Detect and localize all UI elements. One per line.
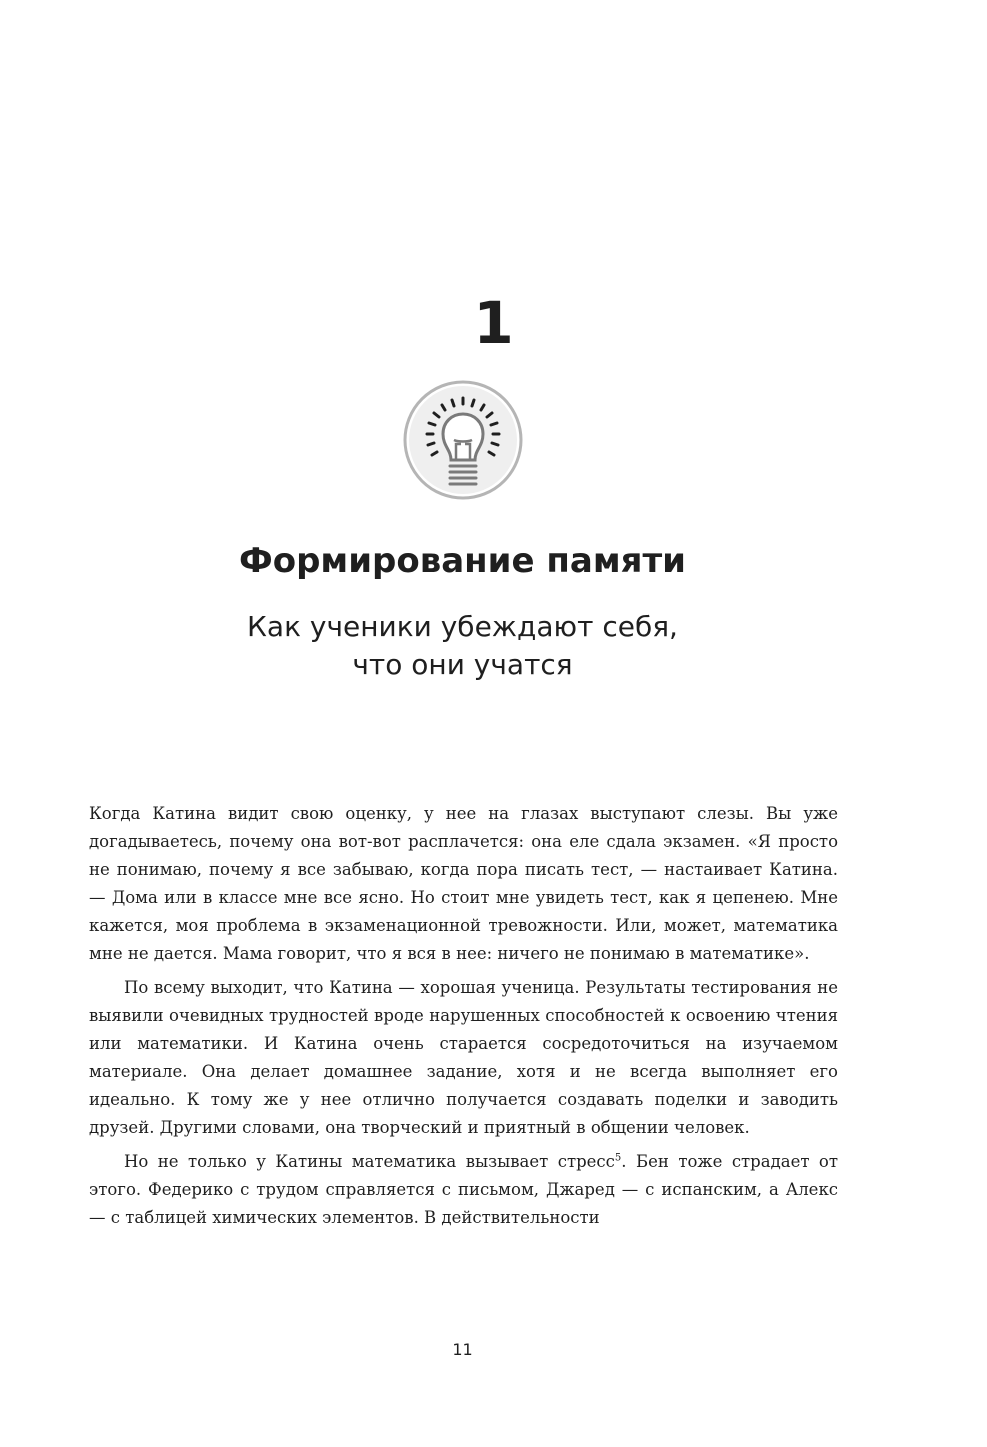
lightbulb-icon bbox=[403, 380, 523, 500]
page-number: 11 bbox=[452, 1340, 473, 1359]
paragraph-2: По всему выходит, что Катина — хорошая ученица. Результаты тестирования не выявили очевидных трудностей вроде нарушенных способностей к освоению чтения или математики. И Катина очень старается сосредоточиться на изучаемом материале. Она делает домашнее задание, хотя и не всегда выполняет его идеально. К тому же у нее отлично получается создавать поделки и заводить друзей. Другими словами, она творческий и приятный в общении человек. bbox=[89, 978, 838, 1137]
paragraph-3-end: . Бен тоже страдает от этого. Федерико с трудом справляется с письмом, Джаред — с испанским, а Алекс — с таблицей химических элементов. В действительности bbox=[89, 1152, 838, 1227]
chapter-subtitle bbox=[0, 608, 925, 684]
chapter-title: Формирование памяти bbox=[239, 541, 686, 581]
body-text bbox=[89, 800, 838, 1232]
paragraph-1: Когда Катина видит свою оценку, у нее на глазах выступают слезы. Вы уже догадываетесь, почему она вот-вот расплачется: она еле сдала экзамен. «Я просто не понимаю, почему я все забываю, когда пора писать тест, — настаивает Катина. — Дома или в классе мне все ясно. Но стоит мне увидеть тест, как я цепенею. Мне кажется, моя проблема в экзаменационной тревожности. Или, может, математика мне не дается. Мама говорит, что я вся в нее: ничего не понимаю в математике». bbox=[89, 804, 838, 963]
subtitle-line-1: Как ученики убеждают себя, bbox=[247, 610, 678, 643]
subtitle-line-2: что они учатся bbox=[352, 648, 573, 681]
paragraph-3-start: Но не только у Катины математика вызывает стресс bbox=[124, 1152, 615, 1171]
footnote-ref: 5 bbox=[614, 1152, 622, 1164]
chapter-number: 1 bbox=[473, 289, 514, 357]
paragraph-3 bbox=[89, 1148, 838, 1232]
